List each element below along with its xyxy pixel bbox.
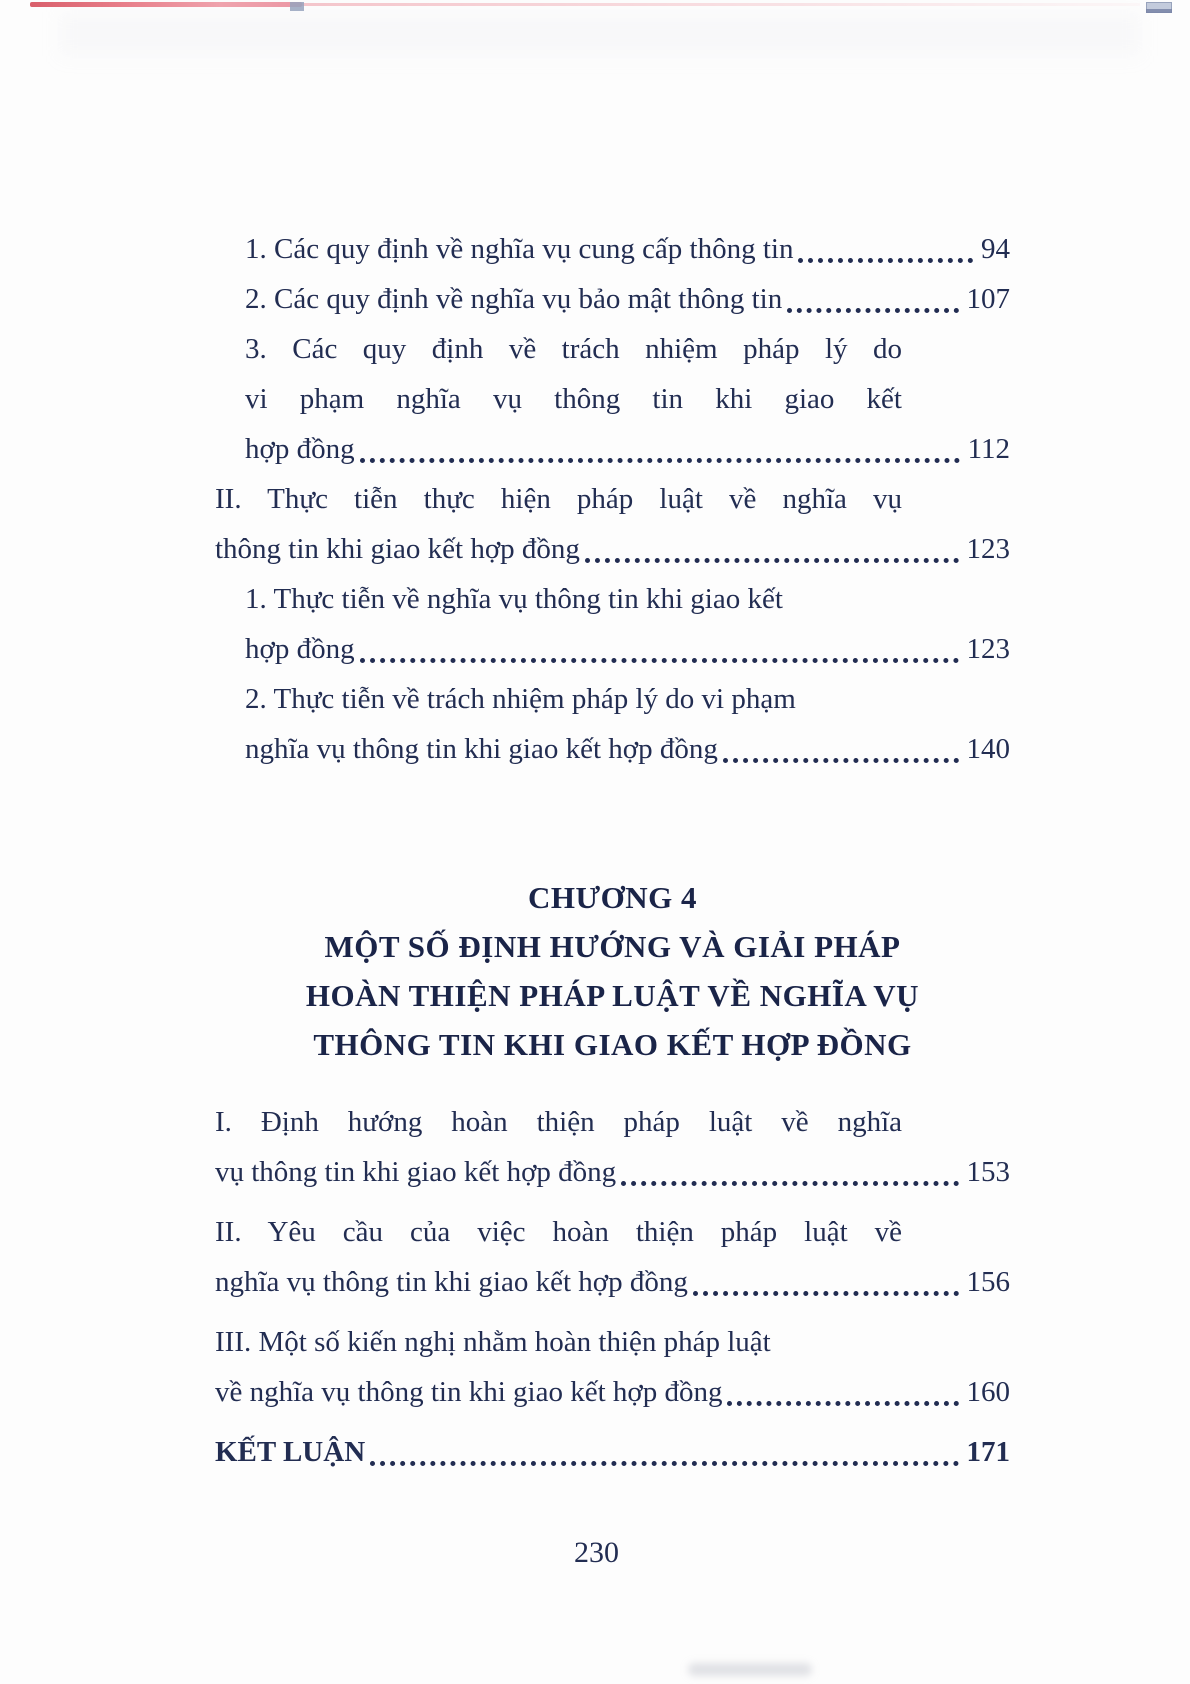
toc-entry-text: KẾT LUẬN — [215, 1436, 366, 1468]
toc-section-bottom — [215, 1097, 1010, 1477]
toc-text-line — [215, 1097, 1010, 1147]
chapter-title-line-3: THÔNG TIN KHI GIAO KẾT HỢP ĐỒNG — [313, 1027, 912, 1062]
toc-entry-text: nghĩa vụ thông tin khi giao kết hợp đồng — [215, 1266, 688, 1298]
page-number: 112 — [967, 433, 1010, 465]
toc-text-line — [215, 574, 1010, 624]
toc-entry-line — [215, 524, 1010, 574]
scan-noise-band — [60, 12, 1140, 56]
page-number: 123 — [966, 533, 1010, 565]
toc-entry-line — [215, 1257, 1010, 1307]
scan-artifact-pink-line-fade — [300, 3, 1140, 6]
toc-text-line — [215, 374, 1010, 424]
scan-artifact-mark — [290, 2, 304, 11]
page-number: 140 — [966, 733, 1010, 765]
page-number: 94 — [981, 233, 1010, 265]
page-number: 156 — [966, 1266, 1010, 1298]
scan-artifact-corner-box — [1146, 2, 1172, 13]
toc-entry-line — [215, 624, 1010, 674]
dot-leader — [727, 1401, 958, 1406]
page-number: 160 — [966, 1376, 1010, 1408]
toc-text-line — [215, 1207, 1010, 1257]
dot-leader — [798, 258, 973, 263]
toc-entry-text: vụ thông tin khi giao kết hợp đồng — [215, 1156, 617, 1188]
toc-entry-text: hợp đồng — [245, 433, 355, 465]
chapter-title-line-2: HOÀN THIỆN PHÁP LUẬT VỀ NGHĨA VỤ — [305, 978, 920, 1013]
toc-entry-text: III. Một số kiến nghị nhằm hoàn thiện pháp luật — [215, 1326, 771, 1358]
page-number: 171 — [966, 1436, 1010, 1468]
chapter-title-line-1: MỘT SỐ ĐỊNH HƯỚNG VÀ GIẢI PHÁP — [324, 929, 901, 964]
toc-entry-text: hợp đồng — [245, 633, 355, 665]
toc-entry-text: II. Thực tiễn thực hiện pháp luật về nghĩa vụ — [215, 483, 902, 515]
toc-entry-text: 2. Các quy định về nghĩa vụ bảo mật thông tin — [245, 283, 783, 315]
page-number: 153 — [966, 1156, 1010, 1188]
dot-leader — [360, 458, 960, 463]
chapter-heading — [215, 873, 1010, 1069]
toc-text-line — [215, 674, 1010, 724]
toc-entry-line — [215, 424, 1010, 474]
page-number: 123 — [966, 633, 1010, 665]
toc-entry-text: 3. Các quy định về trách nhiệm pháp lý do — [245, 333, 902, 365]
dot-leader — [585, 558, 959, 563]
toc-entry-text: I. Định hướng hoàn thiện pháp luật về nghĩa — [215, 1106, 902, 1138]
toc-text-line — [215, 324, 1010, 374]
table-of-contents — [215, 224, 1010, 1477]
page-footer — [199, 1528, 994, 1578]
toc-section-top — [215, 224, 1010, 774]
page-number: 107 — [966, 283, 1010, 315]
toc-entry-line — [215, 1367, 1010, 1417]
toc-entry-text: nghĩa vụ thông tin khi giao kết hợp đồng — [245, 733, 718, 765]
toc-entry-text: vi phạm nghĩa vụ thông tin khi giao kết — [245, 383, 902, 415]
toc-text-line — [215, 1317, 1010, 1367]
toc-entry-line — [215, 224, 1010, 274]
toc-entry-line — [215, 1147, 1010, 1197]
scan-artifact-smudge — [688, 1663, 812, 1676]
chapter-number: CHƯƠNG 4 — [527, 880, 698, 915]
dot-leader — [370, 1461, 958, 1466]
dot-leader — [723, 758, 959, 763]
toc-entry-line — [215, 724, 1010, 774]
toc-entry-text: 1. Thực tiễn về nghĩa vụ thông tin khi giao kết — [245, 583, 783, 615]
dot-leader — [360, 658, 959, 663]
toc-entry-text: 2. Thực tiễn về trách nhiệm pháp lý do vi phạm — [245, 683, 796, 715]
toc-entry-line — [215, 1427, 1010, 1477]
dot-leader — [693, 1291, 959, 1296]
toc-entry-text: thông tin khi giao kết hợp đồng — [215, 533, 580, 565]
dot-leader — [787, 308, 958, 313]
folio-page-number: 230 — [574, 1536, 619, 1569]
toc-entry-text: về nghĩa vụ thông tin khi giao kết hợp đồng — [215, 1376, 723, 1408]
toc-entry-line — [215, 274, 1010, 324]
dot-leader — [621, 1181, 958, 1186]
scan-artifact-pink-line — [30, 2, 302, 7]
toc-entry-text: II. Yêu cầu của việc hoàn thiện pháp luật về — [215, 1216, 902, 1248]
toc-entry-text: 1. Các quy định về nghĩa vụ cung cấp thông tin — [245, 233, 794, 265]
toc-text-line — [215, 474, 1010, 524]
